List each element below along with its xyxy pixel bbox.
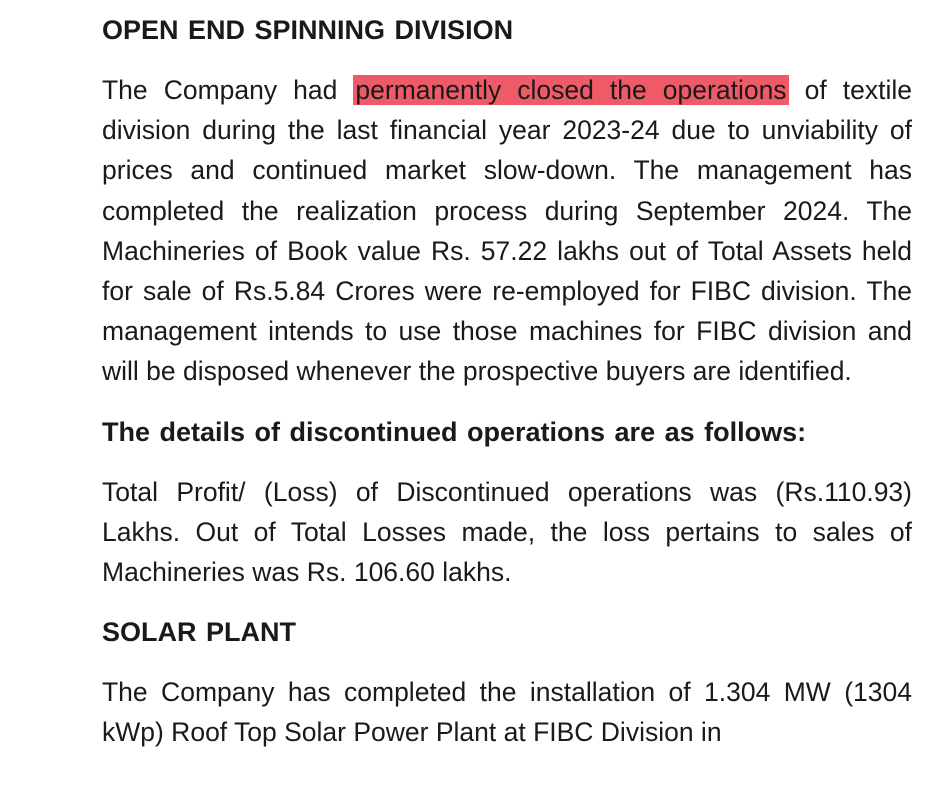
heading-open-end-spinning-division: OPEN END SPINNING DIVISION [102, 15, 514, 45]
spacer [102, 50, 912, 70]
spacer [102, 592, 912, 612]
paragraph-solar-installation: The Company has completed the installation of 1.304 MW (1304 kWp) Roof Top Solar Power Plant at FIBC Division in [102, 677, 912, 748]
document-page [102, 10, 912, 753]
paragraph-text-before-highlight: The Company had [102, 75, 338, 105]
spacer [102, 452, 912, 472]
paragraph-text-after-highlight: of textile division during the last financial year 2023-24 due to unviability of prices and continued market slow-down. The management has completed the realization process during September 2024. The Machineries of Book value Rs. 57.22 lakhs out of Total Assets held for sale of Rs.5.84 Crores were re-employed for FIBC division. The management intends to use those machines for FIBC division and will be disposed whenever the prospective buyers are identified. [102, 75, 912, 387]
paragraph-textile-closure [102, 70, 912, 392]
spacer [102, 652, 912, 672]
spacer [102, 392, 912, 412]
subheading-discontinued-operations: The details of discontinued operations are as follows: [102, 416, 807, 447]
paragraph-discontinued-loss: Total Profit/ (Loss) of Discontinued operations was (Rs.110.93) Lakhs. Out of Total Losses made, the loss pertains to sales of Machineries was Rs. 106.60 lakhs. [102, 476, 912, 588]
highlighted-text: permanently closed the operations [355, 75, 787, 105]
heading-solar-plant: SOLAR PLANT [102, 617, 296, 648]
